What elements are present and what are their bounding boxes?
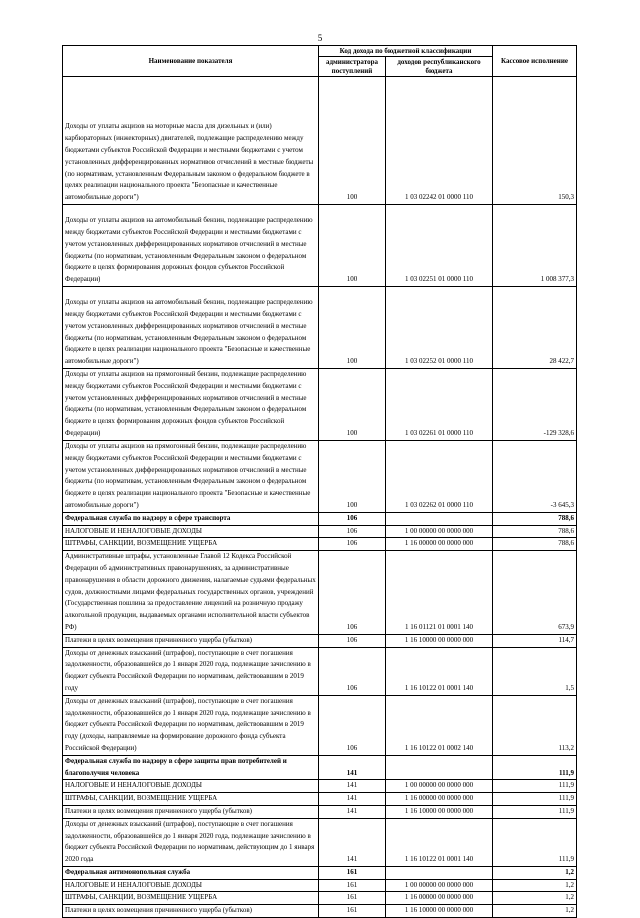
table-row [63, 695, 577, 755]
table-body [63, 77, 577, 918]
row-name: ШТРАФЫ, САНКЦИИ, ВОЗМЕЩЕНИЕ УЩЕРБА [63, 793, 319, 806]
row-name: Доходы от денежных взысканий (штрафов), поступающие в счет погашения задолженности, образовавшейся до 1 января 2020 года, подлежащие зачислению в бюджет субъекта Российской Федерации по нормативам, действовавшим в 2019 году (доходы, направляемые на формирование дорожного фонда субъекта Российской Федерации) [63, 695, 319, 755]
row-name: НАЛОГОВЫЕ И НЕНАЛОГОВЫЕ ДОХОДЫ [63, 879, 319, 892]
table-row [63, 818, 577, 866]
table-row [63, 780, 577, 793]
row-income-code [386, 755, 493, 780]
table-row [63, 879, 577, 892]
row-income-code: 1 16 00000 00 0000 000 [386, 892, 493, 905]
budget-table [62, 45, 577, 918]
table-row [63, 440, 577, 512]
row-value: 111,9 [493, 755, 577, 780]
table-row [63, 551, 577, 635]
page-number: 5 [317, 33, 323, 43]
table-row [63, 287, 577, 369]
row-name: Доходы от денежных взысканий (штрафов), поступающие в счет погашения задолженности, образовавшейся до 1 января 2020 года, подлежащие зачислению в бюджет субъекта Российской Федерации по нормативам, действующим до 1 января 2020 года [63, 818, 319, 866]
row-value: 673,9 [493, 551, 577, 635]
row-name: Федеральная служба по надзору в сфере защиты прав потребителей и благополучия человека [63, 755, 319, 780]
row-income-code: 1 16 10000 00 0000 000 [386, 805, 493, 818]
row-admin-code: 161 [319, 866, 386, 879]
table-row [63, 905, 577, 918]
table-row [63, 369, 577, 441]
row-value: 28 422,7 [493, 287, 577, 369]
row-value: 1 008 377,3 [493, 205, 577, 287]
row-name: Доходы от уплаты акцизов на прямогонный бензин, подлежащие распределению между бюджетами субъектов Российской Федерации и местными бюджетами с учетом установленных дифференцированных нормативов отчислений в местные бюджеты (по нормативам, установленным Федеральным законом о федеральном бюджете в целях формирования дорожных фондов субъектов Российской Федерации) [63, 369, 319, 441]
row-income-code: 1 16 10000 00 0000 000 [386, 905, 493, 918]
row-admin-code: 106 [319, 525, 386, 538]
row-income-code: 1 03 02251 01 0000 110 [386, 205, 493, 287]
row-income-code [386, 866, 493, 879]
row-name: ШТРАФЫ, САНКЦИИ, ВОЗМЕЩЕНИЕ УЩЕРБА [63, 538, 319, 551]
row-admin-code: 141 [319, 780, 386, 793]
row-admin-code: 161 [319, 905, 386, 918]
row-name: ШТРАФЫ, САНКЦИИ, ВОЗМЕЩЕНИЕ УЩЕРБА [63, 892, 319, 905]
row-value: 1,2 [493, 905, 577, 918]
row-admin-code: 106 [319, 551, 386, 635]
table-row [63, 793, 577, 806]
row-income-code: 1 00 00000 00 0000 000 [386, 780, 493, 793]
table-row [63, 525, 577, 538]
row-name: Доходы от уплаты акцизов на автомобильный бензин, подлежащие распределению между бюджетами субъектов Российской Федерации и местными бюджетами с учетом установленных дифференцированных нормативов отчислений в местные бюджеты (по нормативам, установленным Федеральным законом о федеральном бюджете в целях формирования дорожных фондов субъектов Российской Федерации) [63, 205, 319, 287]
row-admin-code: 100 [319, 369, 386, 441]
row-income-code: 1 00 00000 00 0000 000 [386, 879, 493, 892]
row-admin-code: 141 [319, 818, 386, 866]
row-value: 788,6 [493, 525, 577, 538]
table-row [63, 512, 577, 525]
row-admin-code: 106 [319, 512, 386, 525]
row-name: Доходы от денежных взысканий (штрафов), поступающие в счет погашения задолженности, образовавшейся до 1 января 2020 года, подлежащие зачислению в бюджет субъекта Российской Федерации по нормативам, действовавшим в 2019 году [63, 647, 319, 695]
row-name: Платежи в целях возмещения причиненного ущерба (убытков) [63, 905, 319, 918]
row-value: 1,2 [493, 866, 577, 879]
table-row [63, 755, 577, 780]
row-admin-code: 106 [319, 695, 386, 755]
row-value: -129 328,6 [493, 369, 577, 441]
table-row [63, 634, 577, 647]
row-income-code: 1 00 00000 00 0000 000 [386, 525, 493, 538]
row-income-code: 1 16 00000 00 0000 000 [386, 538, 493, 551]
row-value: 150,3 [493, 77, 577, 205]
row-admin-code: 100 [319, 440, 386, 512]
row-admin-code: 100 [319, 205, 386, 287]
row-income-code: 1 16 10122 01 0001 140 [386, 818, 493, 866]
row-value: 114,7 [493, 634, 577, 647]
row-value: 788,6 [493, 538, 577, 551]
row-name: Доходы от уплаты акцизов на моторные масла для дизельных и (или) карбюраторных (инжекторных) двигателей, подлежащие распределению между бюджетами субъектов Российской Федерации и местными бюджетами с учетом установленных дифференцированных нормативов отчислений в местные бюджеты (по нормативам, установленным Федеральным законом о федеральном бюджете в целях реализации национального проекта "Безопасные и качественные автомобильные дороги") [63, 77, 319, 205]
table-row [63, 538, 577, 551]
row-income-code: 1 16 00000 00 0000 000 [386, 793, 493, 806]
table-row [63, 866, 577, 879]
row-admin-code: 141 [319, 805, 386, 818]
row-value: 1,2 [493, 879, 577, 892]
row-admin-code: 100 [319, 287, 386, 369]
header-code-group: Код дохода по бюджетной классификации [319, 46, 493, 57]
row-value: 1,2 [493, 892, 577, 905]
row-name: Платежи в целях возмещения причиненного ущерба (убытков) [63, 634, 319, 647]
row-income-code: 1 03 02261 01 0000 110 [386, 369, 493, 441]
row-value: 111,9 [493, 818, 577, 866]
row-income-code: 1 16 10122 01 0002 140 [386, 695, 493, 755]
row-admin-code: 106 [319, 538, 386, 551]
row-income-code [386, 512, 493, 525]
row-income-code: 1 16 01121 01 0001 140 [386, 551, 493, 635]
row-income-code: 1 16 10000 00 0000 000 [386, 634, 493, 647]
row-admin-code: 141 [319, 793, 386, 806]
row-admin-code: 106 [319, 634, 386, 647]
table-row [63, 892, 577, 905]
row-value: 1,5 [493, 647, 577, 695]
header-execution: Кассовое исполнение [493, 46, 577, 77]
row-admin-code: 106 [319, 647, 386, 695]
row-income-code: 1 03 02242 01 0000 110 [386, 77, 493, 205]
row-name: НАЛОГОВЫЕ И НЕНАЛОГОВЫЕ ДОХОДЫ [63, 780, 319, 793]
row-value: 111,9 [493, 780, 577, 793]
header-name: Наименование показателя [63, 46, 319, 77]
row-value: 111,9 [493, 805, 577, 818]
row-income-code: 1 03 02262 01 0000 110 [386, 440, 493, 512]
row-value: 113,2 [493, 695, 577, 755]
row-name: Федеральная антимонопольная служба [63, 866, 319, 879]
table-row [63, 205, 577, 287]
header-income-code: доходов республиканского бюджета [386, 57, 493, 77]
row-admin-code: 100 [319, 77, 386, 205]
table-row [63, 805, 577, 818]
row-value: -3 645,3 [493, 440, 577, 512]
row-name: НАЛОГОВЫЕ И НЕНАЛОГОВЫЕ ДОХОДЫ [63, 525, 319, 538]
row-name: Доходы от уплаты акцизов на автомобильный бензин, подлежащие распределению между бюджетами субъектов Российской Федерации и местными бюджетами с учетом установленных дифференцированных нормативов отчислений в местные бюджеты (по нормативам, установленным Федеральным законом о федеральном бюджете в целях реализации национального проекта "Безопасные и качественные автомобильные дороги") [63, 287, 319, 369]
row-admin-code: 141 [319, 755, 386, 780]
row-name: Платежи в целях возмещения причиненного ущерба (убытков) [63, 805, 319, 818]
row-name: Административные штрафы, установленные Главой 12 Кодекса Российской Федерации об административных правонарушениях, за административные правонарушения в области дорожного движения, налагаемые судьями федеральных судов, должностными лицами федеральных государственных органов, учреждений (Государственная пошлина за предоставление лицензий на розничную продажу алкогольной продукции, выдаваемых органами исполнительной власти субъектов РФ) [63, 551, 319, 635]
table-row [63, 647, 577, 695]
row-name: Доходы от уплаты акцизов на прямогонный бензин, подлежащие распределению между бюджетами субъектов Российской Федерации и местными бюджетами с учетом установленных дифференцированных нормативов отчислений в местные бюджеты (по нормативам, установленным Федеральным законом о федеральном бюджете в целях реализации национального проекта "Безопасные и качественные автомобильные дороги") [63, 440, 319, 512]
row-admin-code: 161 [319, 892, 386, 905]
header-admin: администратора поступлений [319, 57, 386, 77]
row-value: 788,6 [493, 512, 577, 525]
row-income-code: 1 16 10122 01 0001 140 [386, 647, 493, 695]
row-admin-code: 161 [319, 879, 386, 892]
table-row [63, 77, 577, 205]
row-name: Федеральная служба по надзору в сфере транспорта [63, 512, 319, 525]
row-income-code: 1 03 02252 01 0000 110 [386, 287, 493, 369]
row-value: 111,9 [493, 793, 577, 806]
